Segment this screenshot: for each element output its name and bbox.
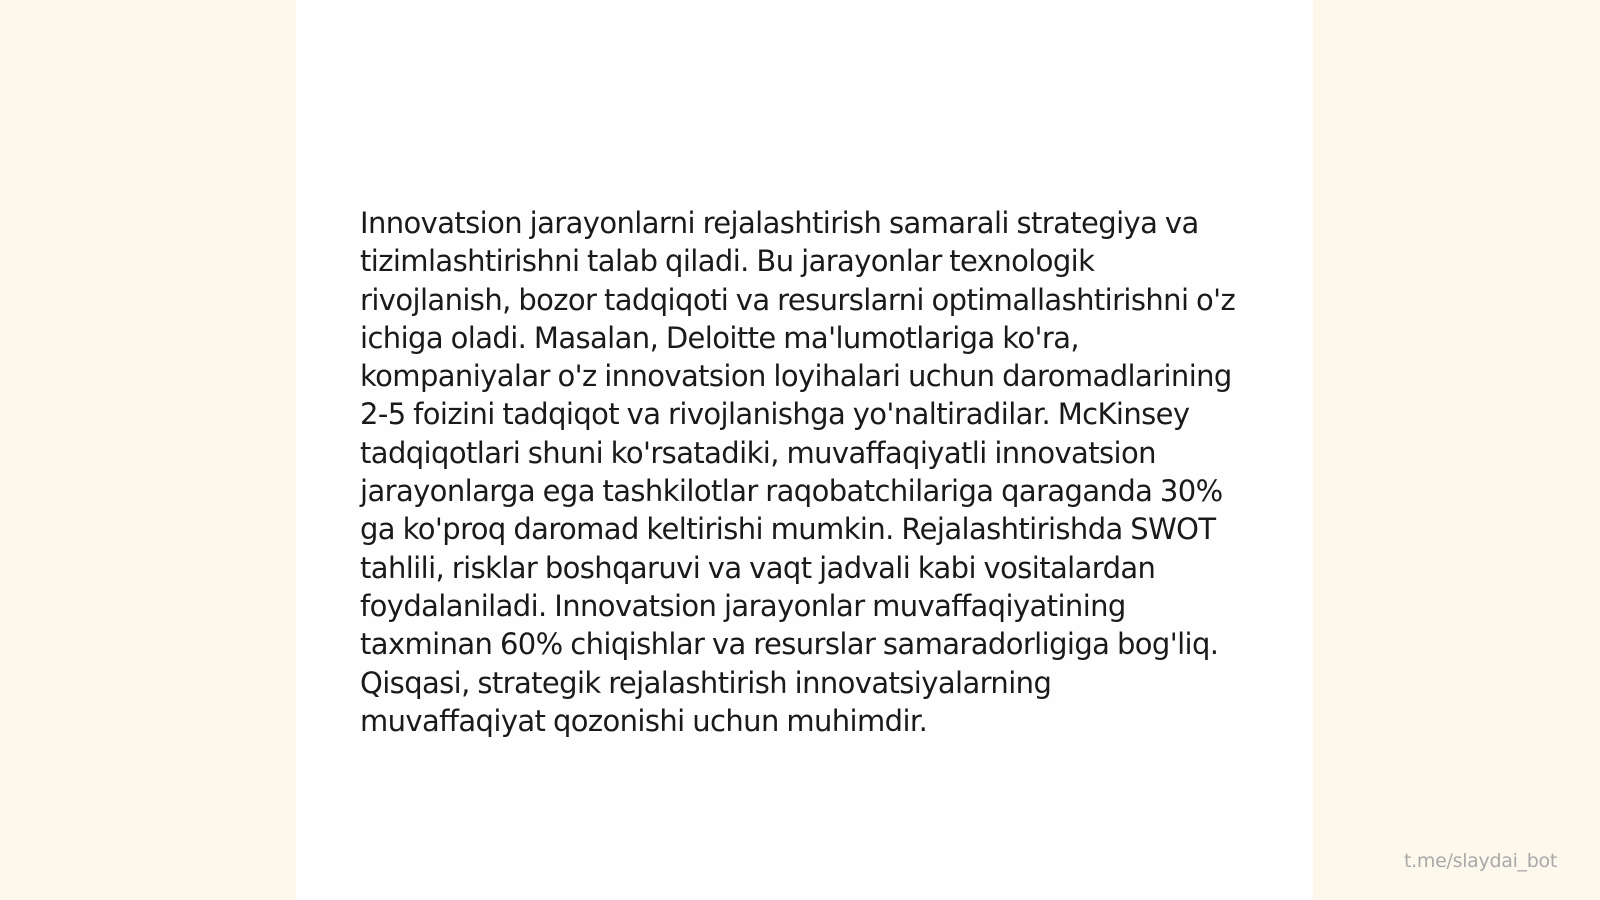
left-margin-band — [0, 0, 296, 900]
watermark-link[interactable]: t.me/slaydai_bot — [1404, 850, 1557, 872]
right-margin-band — [1313, 0, 1600, 900]
slide-body-text: Innovatsion jarayonlarni rejalashtirish samarali strategiya va tizimlashtirishni talab qiladi. Bu jarayonlar texnologik rivojlanish, bozor tadqiqoti va resurslarni optimallashtirishni o'z ichiga oladi. Masalan, Deloitte ma'lumotlariga ko'ra, kompaniyalar o'z innovatsion loyihalari uchun daromadlarining 2-5 foizini tadqiqot va rivojlanishga yo'naltiradilar. McKinsey tadqiqotlari shuni ko'rsatadiki, muvaffaqiyatli innovatsion jarayonlarga ega tashkilotlar raqobatchilariga qaraganda 30% ga ko'proq daromad keltirishi mumkin. Rejalashtirishda SWOT tahlili, risklar boshqaruvi va vaqt jadvali kabi vositalardan foydalaniladi. Innovatsion jarayonlar muvaffaqiyatining taxminan 60% chiqishlar va resurslar samaradorligiga bog'liq. Qisqasi, strategik rejalashtirish innovatsiyalarning muvaffaqiyat qozonishi uchun muhimdir. — [360, 206, 1236, 738]
slide-panel — [296, 0, 1313, 900]
